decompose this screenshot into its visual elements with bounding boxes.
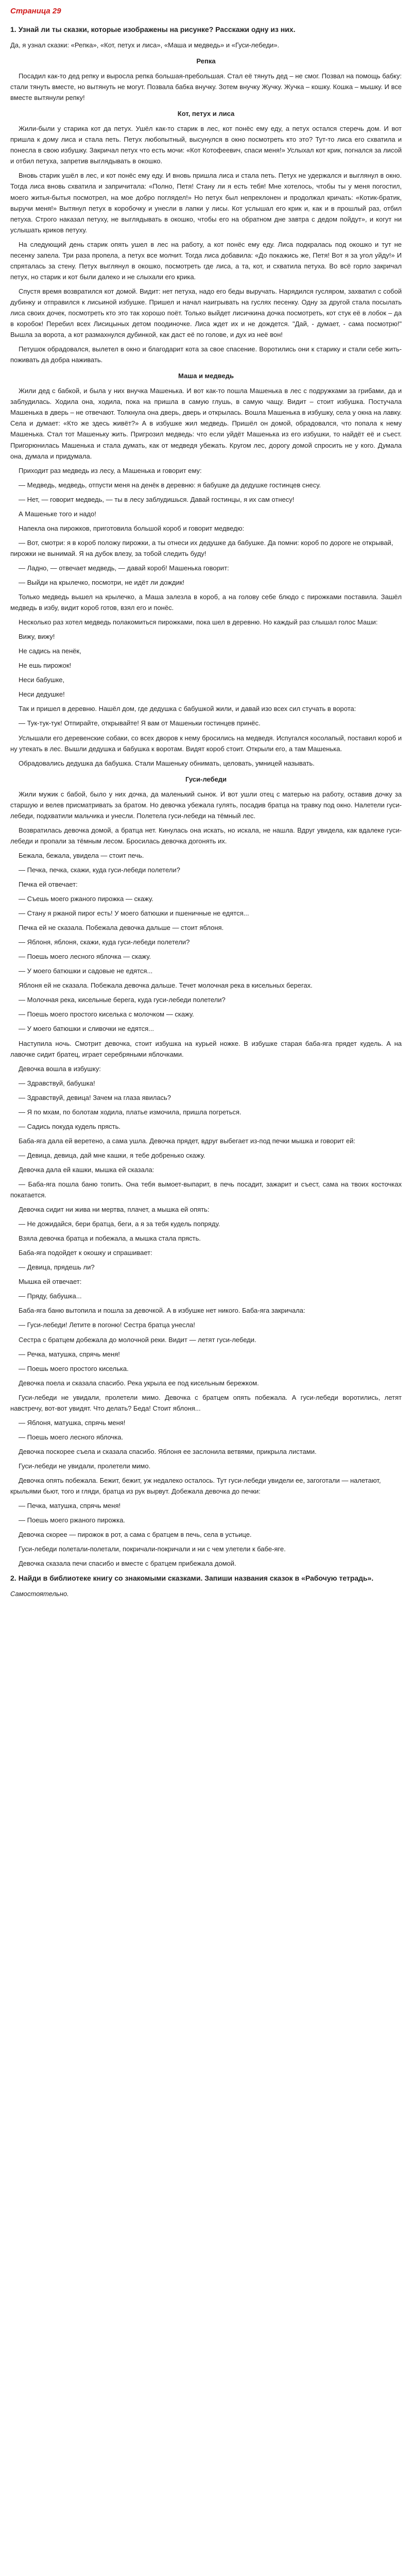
story-title-kot-petukh-lisa: Кот, петух и лиса xyxy=(177,110,235,118)
paragraph: Приходит раз медведь из лесу, а Машенька и говорит ему: xyxy=(19,466,202,474)
paragraph: Девочка дала ей кашки, мышка ей сказала: xyxy=(19,1165,154,1174)
paragraph: Петушок обрадовался, вылетел в окно и благодарит кота за свое спасение. Воротились они к старику и стали себе жить-поживать да добра наживать. xyxy=(10,345,402,364)
task-2-answer: Самостоятельно. xyxy=(10,1589,69,1598)
task-2-question: Найди в библиотеке книгу со знакомыми сказками. Запиши названия сказок в «Рабочую тетрадь». xyxy=(18,1574,374,1583)
paragraph: — Садись покуда кудель прясть. xyxy=(19,1122,121,1130)
paragraph: Посадил как-то дед репку и выросла репка большая-пребольшая. Стал её тянуть дед – не смог. Позвал на помощь бабку: стали тянуть вместе, но вытянуть не могут. Позвала бабка внучку. Зотем внучку Жучку. Жучка – кошку. Кошка – мышку. И все вместе вытянули репку! xyxy=(10,72,402,102)
paragraph: Жили-были у старика кот да петух. Ушёл как-то старик в лес, кот понёс ему еду, а петух остался стеречь дом. И вот пришла к дому лиса и стала петь. Петух любопытный, высунулся в окно посмотреть кто это? Тут-то лиса его схватила и понесла в свою избушку. Закричал петух что есть мочи: «Кот Котофеевич, спаси меня!» Услыхал кот крик, погнался за лисой и отбил петуха, запретив выглядывать в окошко. xyxy=(10,125,402,165)
task-1-number: 1. xyxy=(10,25,16,34)
paragraph: Гуси-лебеди не увидали, пролетели мимо. xyxy=(19,1462,151,1470)
paragraph: Баба-яга подойдет к окошку и спрашивает: xyxy=(19,1249,152,1257)
paragraph: — Поешь моего лесного яблочка — скажу. xyxy=(19,953,151,961)
paragraph: Сестра с братцем добежала до молочной реки. Видит — летят гуси-лебеди. xyxy=(19,1335,256,1344)
paragraph: — Печка, матушка, спрячь меня! xyxy=(19,1502,121,1510)
paragraph: — У моего батюшки и садовые не едятся... xyxy=(19,967,153,975)
paragraph: — Здравствуй, бабушка! xyxy=(19,1079,95,1087)
paragraph: Мышка ей отвечает: xyxy=(19,1278,82,1286)
paragraph: Баба-яга дала ей веретено, а сама ушла. Девочка прядет, вдруг выбегает из-под печки мышка и говорит ей: xyxy=(19,1137,356,1145)
paragraph: Девочка сказала печи спасибо и вместе с братцем прибежала домой. xyxy=(19,1560,236,1568)
paragraph: — Здравствуй, девица! Зачем на глаза явилась? xyxy=(19,1093,171,1101)
paragraph: Девочка скорее — пирожок в рот, а сама с братцем в печь, села в устьице. xyxy=(19,1531,252,1539)
task-1-question: Узнай ли ты сказки, которые изображены на рисунке? Расскажи одну из них. xyxy=(18,25,296,34)
poem-line: Неси бабушке, xyxy=(19,676,65,684)
story-title-masha-i-medved: Маша и медведь xyxy=(178,372,234,380)
paragraph: Спустя время возвратился кот домой. Видит: нет петуха, надо его беды выручать. Нарядился гусляром, захватил с собой дубинку и отправился к лисьиной избушке. Пришел и начал наигрывать на гуслях песенку. Одну за другой стала посылать лиса своих дочек, посмотреть кто это так хорошо поёт. Только выйдет лисичкина дочка посмотреть, кот стук её в лобок – да в коробок! Перебил всех Лисицыных детом поодиночке. Лиса ждет их и не дождется. "Дай, - думает, - сама посмотрю!" Вышла за ворота, а кот размахнулся дубинкой, как даст её по голове, и дух из неё вон! xyxy=(10,287,402,339)
paragraph: Баба-яга баню вытопила и пошла за девочкой. А в избушке нет никого. Баба-яга закричала: xyxy=(19,1307,305,1315)
paragraph: — Поешь моего простого киселька с молочком — скажу. xyxy=(19,1010,194,1019)
paragraph: Возвратилась девочка домой, а братца нет. Кинулась она искать, но искала, не нашла. Вдруг увидела, как вдалеке гуси-лебеди и пропали за тёмным лесом. Бросилась девочка догонять их. xyxy=(10,826,402,845)
paragraph: Печка ей не сказала. Побежала девочка дальше — стоит яблоня. xyxy=(19,924,224,932)
task-1-answer: Да, я узнал сказки: «Репка», «Кот, петух и лиса», «Маша и медведь» и «Гуси-лебеди». xyxy=(10,41,280,49)
paragraph: Жили мужик с бабой, было у них дочка, да маленький сынок. И вот ушли отец с матерью на работу, оставив дочку за старшую и велев присматривать за братом. Но девочка убежала гулять, посадив братца на травку под окно. Налетели гуси-лебеди, подхватили мальчика и унесли. Полетела гуси-лебеди на тёмный лес. xyxy=(10,790,402,820)
story-kot-petukh-lisa xyxy=(10,123,402,365)
poem-line: Вижу, вижу! xyxy=(19,633,55,641)
paragraph: — Яблоня, яблоня, скажи, куда гуси-лебеди полетели? xyxy=(19,938,190,946)
paragraph: Яблоня ей не сказала. Побежала девочка дальше. Течет молочная река в кисельных берегах. xyxy=(19,981,313,990)
story-gusi-lebedi xyxy=(10,789,402,1569)
paragraph: Взяла девочка братца и побежала, а мышка стала прясть. xyxy=(19,1234,201,1243)
paragraph: — Нет, — говорит медведь, — ты в лесу заблудишься. Давай гостинцы, я их сам отнесу! xyxy=(19,495,295,503)
paragraph: Гуси-лебеди полетали-полетали, покричали-покричали и ни с чем улетели к бабе-яге. xyxy=(19,1545,286,1553)
paragraph: Обрадовались дедушка да бабушка. Стали Машеньку обнимать, целовать, умницей называть. xyxy=(19,759,315,767)
paragraph: — Речка, матушка, спрячь меня! xyxy=(19,1350,120,1358)
paragraph: — Яблоня, матушка, спрячь меня! xyxy=(19,1418,126,1427)
paragraph: — Молочная река, кисельные берега, куда гуси-лебеди полетели? xyxy=(19,996,226,1004)
paragraph: — Пряду, бабушка... xyxy=(19,1292,82,1300)
paragraph: — Поешь моего лесного яблочка. xyxy=(19,1433,124,1441)
story-title-repka: Репка xyxy=(196,57,216,65)
paragraph: Бежала, бежала, увидела — стоит печь. xyxy=(19,851,144,859)
paragraph: — У моего батюшки и сливочки не едятся... xyxy=(19,1025,154,1033)
paragraph: Так и пришел в деревню. Нашёл дом, где дедушка с бабушкой жили, и давай изо всех сил стучать в ворота: xyxy=(19,705,356,713)
story-title-gusi-lebedi: Гуси-лебеди xyxy=(185,775,227,783)
paragraph: — Тук-тук-тук! Отпирайте, открывайте! Я вам от Машеньки гостинцев принёс. xyxy=(19,719,261,727)
paragraph: — Печка, печка, скажи, куда гуси-лебеди полетели? xyxy=(19,866,180,874)
paragraph: — Поешь моего ржаного пирожка. xyxy=(19,1516,125,1524)
paragraph: — Съешь моего ржаного пирожка — скажу. xyxy=(19,895,153,903)
paragraph: — Ладно, — отвечает медведь, — давай короб! Машенька говорит: xyxy=(19,564,229,572)
page-label: Страница 29 xyxy=(10,7,61,15)
paragraph: Несколько раз хотел медведь полакомиться пирожками, пока шел в деревню. Но каждый раз слышал голос Маши: xyxy=(19,618,378,626)
paragraph: Девочка поела и сказала спасибо. Река укрыла ее под кисельным бережком. xyxy=(19,1379,259,1387)
paragraph: Только медведь вышел на крылечко, а Маша залезла в короб, а на голову себе блюдо с пирожками поставила. Зашёл медведь в избу, видит короб готов, взял его и понёс. xyxy=(10,593,402,612)
paragraph: На следующий день старик опять ушел в лес на работу, а кот понёс ему еду. Лиса подкралась под окошко и тут не песенку запела. Три раза пропела, а петух все молчит. Тогда лиса добавила: «До покажись же, Петя! Вот я за угол уйду!» И спряталась за стену. Петух выглянул в окошко, посмотреть где лиса, а та, кот, и схватила петуха. Во всё горло закричал петух, но старик и кот были далеко и не слыхали его крика. xyxy=(10,240,402,281)
paragraph: — Медведь, медведь, отпусти меня на денёк в деревню: я бабушке да дедушке гостинцев снесу. xyxy=(19,481,321,489)
poem-line: Не ешь пирожок! xyxy=(19,662,72,670)
paragraph: — Я по мхам, по болотам ходила, платье измочила, пришла погреться. xyxy=(19,1108,242,1116)
poem-line: Не садись на пенёк, xyxy=(19,647,81,655)
paragraph: Жили дед с бабкой, и была у них внучка Машенька. И вот как-то пошла Машенька в лес с подружками за грибами, да и заблудилась. Ходила она, ходила, пока на пришла в самую глушь, в самую чащу. Видит – стоит избушка. Постучала Машенька в дверь – не отвечают. Толкнула она дверь, дверь и открылась. Вошла Машенька в избушку, села у окна на лавку. Села и думает: «Кто же здесь живёт?» А в избушке жил медведь. Пришёл он домой, обрадовался, что попала к нему Машенька. Стал тот Машеньку жить. Пригрозил медведь: что если уйдёт Машенька из его избушки, то найдёт её и съест. Пригорюнилась Машенька и стала думать, как от медведя убежать. Кругом лес, дорогу домой спросить не у кого. Думала она, думала и придумала. xyxy=(10,387,402,460)
paragraph: — Девица, прядешь ли? xyxy=(19,1263,95,1272)
paragraph: Гуси-лебеди не увидали, пролетели мимо. Девочка с братцем опять побежала. А гуси-лебеди воротились, летят навстречу, вот-вот увидят. Что делать? Беда! Стоит яблоня... xyxy=(10,1393,402,1412)
paragraph: — Не дожидайся, бери братца, беги, а я за тебя кудель попряду. xyxy=(19,1220,220,1228)
story-masha-i-medved xyxy=(10,385,402,768)
task-2-number: 2. xyxy=(10,1574,16,1583)
task-2 xyxy=(10,1572,402,1584)
paragraph: Напекла она пирожков, приготовила большой короб и говорит медведю: xyxy=(19,524,245,532)
paragraph: — Баба-яга пошла баню топить. Она тебя вымоет-выпарит, в печь посадит, зажарит и съест, сама на твоих косточках покатается. xyxy=(10,1180,402,1199)
paragraph: Печка ей отвечает: xyxy=(19,880,78,889)
paragraph: Вновь старик ушёл в лес, и кот понёс ему еду. И вновь пришла лиса и стала петь. Петух не удержался и выглянул в окно. Тогда лиса вновь схватила и запричитала: «Полно, Петя! Стану ли я есть тебя! Мне хотелось, чтобы ты у меня погостил, моего житья-бытья посмотрел, на мое добро поглядел!» Но петух был непреклонен и продолжал кричать: «Котик-братик, выручи меня!» Вытянул петух в коробочку и унесли в лапки у лисы. Кот услышал его крик и, как и в прошлый раз, отбил петуха. Строго наказал петуху, не выглядывать в окошко, чтобы его на обратном дне завтра с дедом пойдут», и когут ни услышать криков петуху. xyxy=(10,172,402,234)
paragraph: Девочка сидит ни жива ни мертва, плачет, а мышка ей опять: xyxy=(19,1206,210,1214)
task-1 xyxy=(10,24,402,36)
paragraph: — Стану я ржаной пирог есть! У моего батюшки и пшеничные не едятся... xyxy=(19,909,249,918)
paragraph: — Девица, девица, дай мне кашки, я тебе добренько скажу. xyxy=(19,1151,205,1159)
story-repka xyxy=(10,71,402,103)
poem-line: Неси дедушке! xyxy=(19,690,65,699)
paragraph: — Выйди на крылечко, посмотри, не идёт ли дождик! xyxy=(19,578,185,586)
paragraph: Девочка вошла в избушку: xyxy=(19,1064,101,1073)
paragraph: — Вот, смотри: я в короб положу пирожки, а ты отнеси их дедушке да бабушке. Да помни: короб по дороге не открывай, пирожки не вынимай. Я на дубок влезу, за тобой следить буду! xyxy=(10,538,393,557)
paragraph: Девочка поскорее съела и сказала спасибо. Яблоня ее заслонила ветвями, прикрыла листами. xyxy=(19,1447,317,1455)
paragraph: — Гуси-лебеди! Летите в погоню! Сестра братца унесла! xyxy=(19,1321,195,1329)
paragraph: А Машеньке того и надо! xyxy=(19,510,96,518)
paragraph: Услышали его деревенские собаки, со всех дворов к нему бросились на медведя. Испугался косолапый, поставил короб и ну утекать в лес. Вышли дедушка и бабушка к воротам. Видят короб стоит. Открыли его, а там Машенька. xyxy=(10,734,402,753)
paragraph: Наступила ночь. Смотрит девочка, стоит избушка на курьей ножке. В избушке старая баба-яга прядет кудель. А на лавочке сидит братец, играет серебряными яблочками. xyxy=(10,1039,402,1058)
paragraph: Девочка опять побежала. Бежит, бежит, уж недалеко осталось. Тут гуси-лебеди увидели ее, загоготали — налетают, крыльями бьют, того и гляди, братца из рук вырвут. Добежала девочка до печки: xyxy=(10,1476,381,1496)
paragraph: — Поешь моего простого киселька. xyxy=(19,1364,129,1372)
